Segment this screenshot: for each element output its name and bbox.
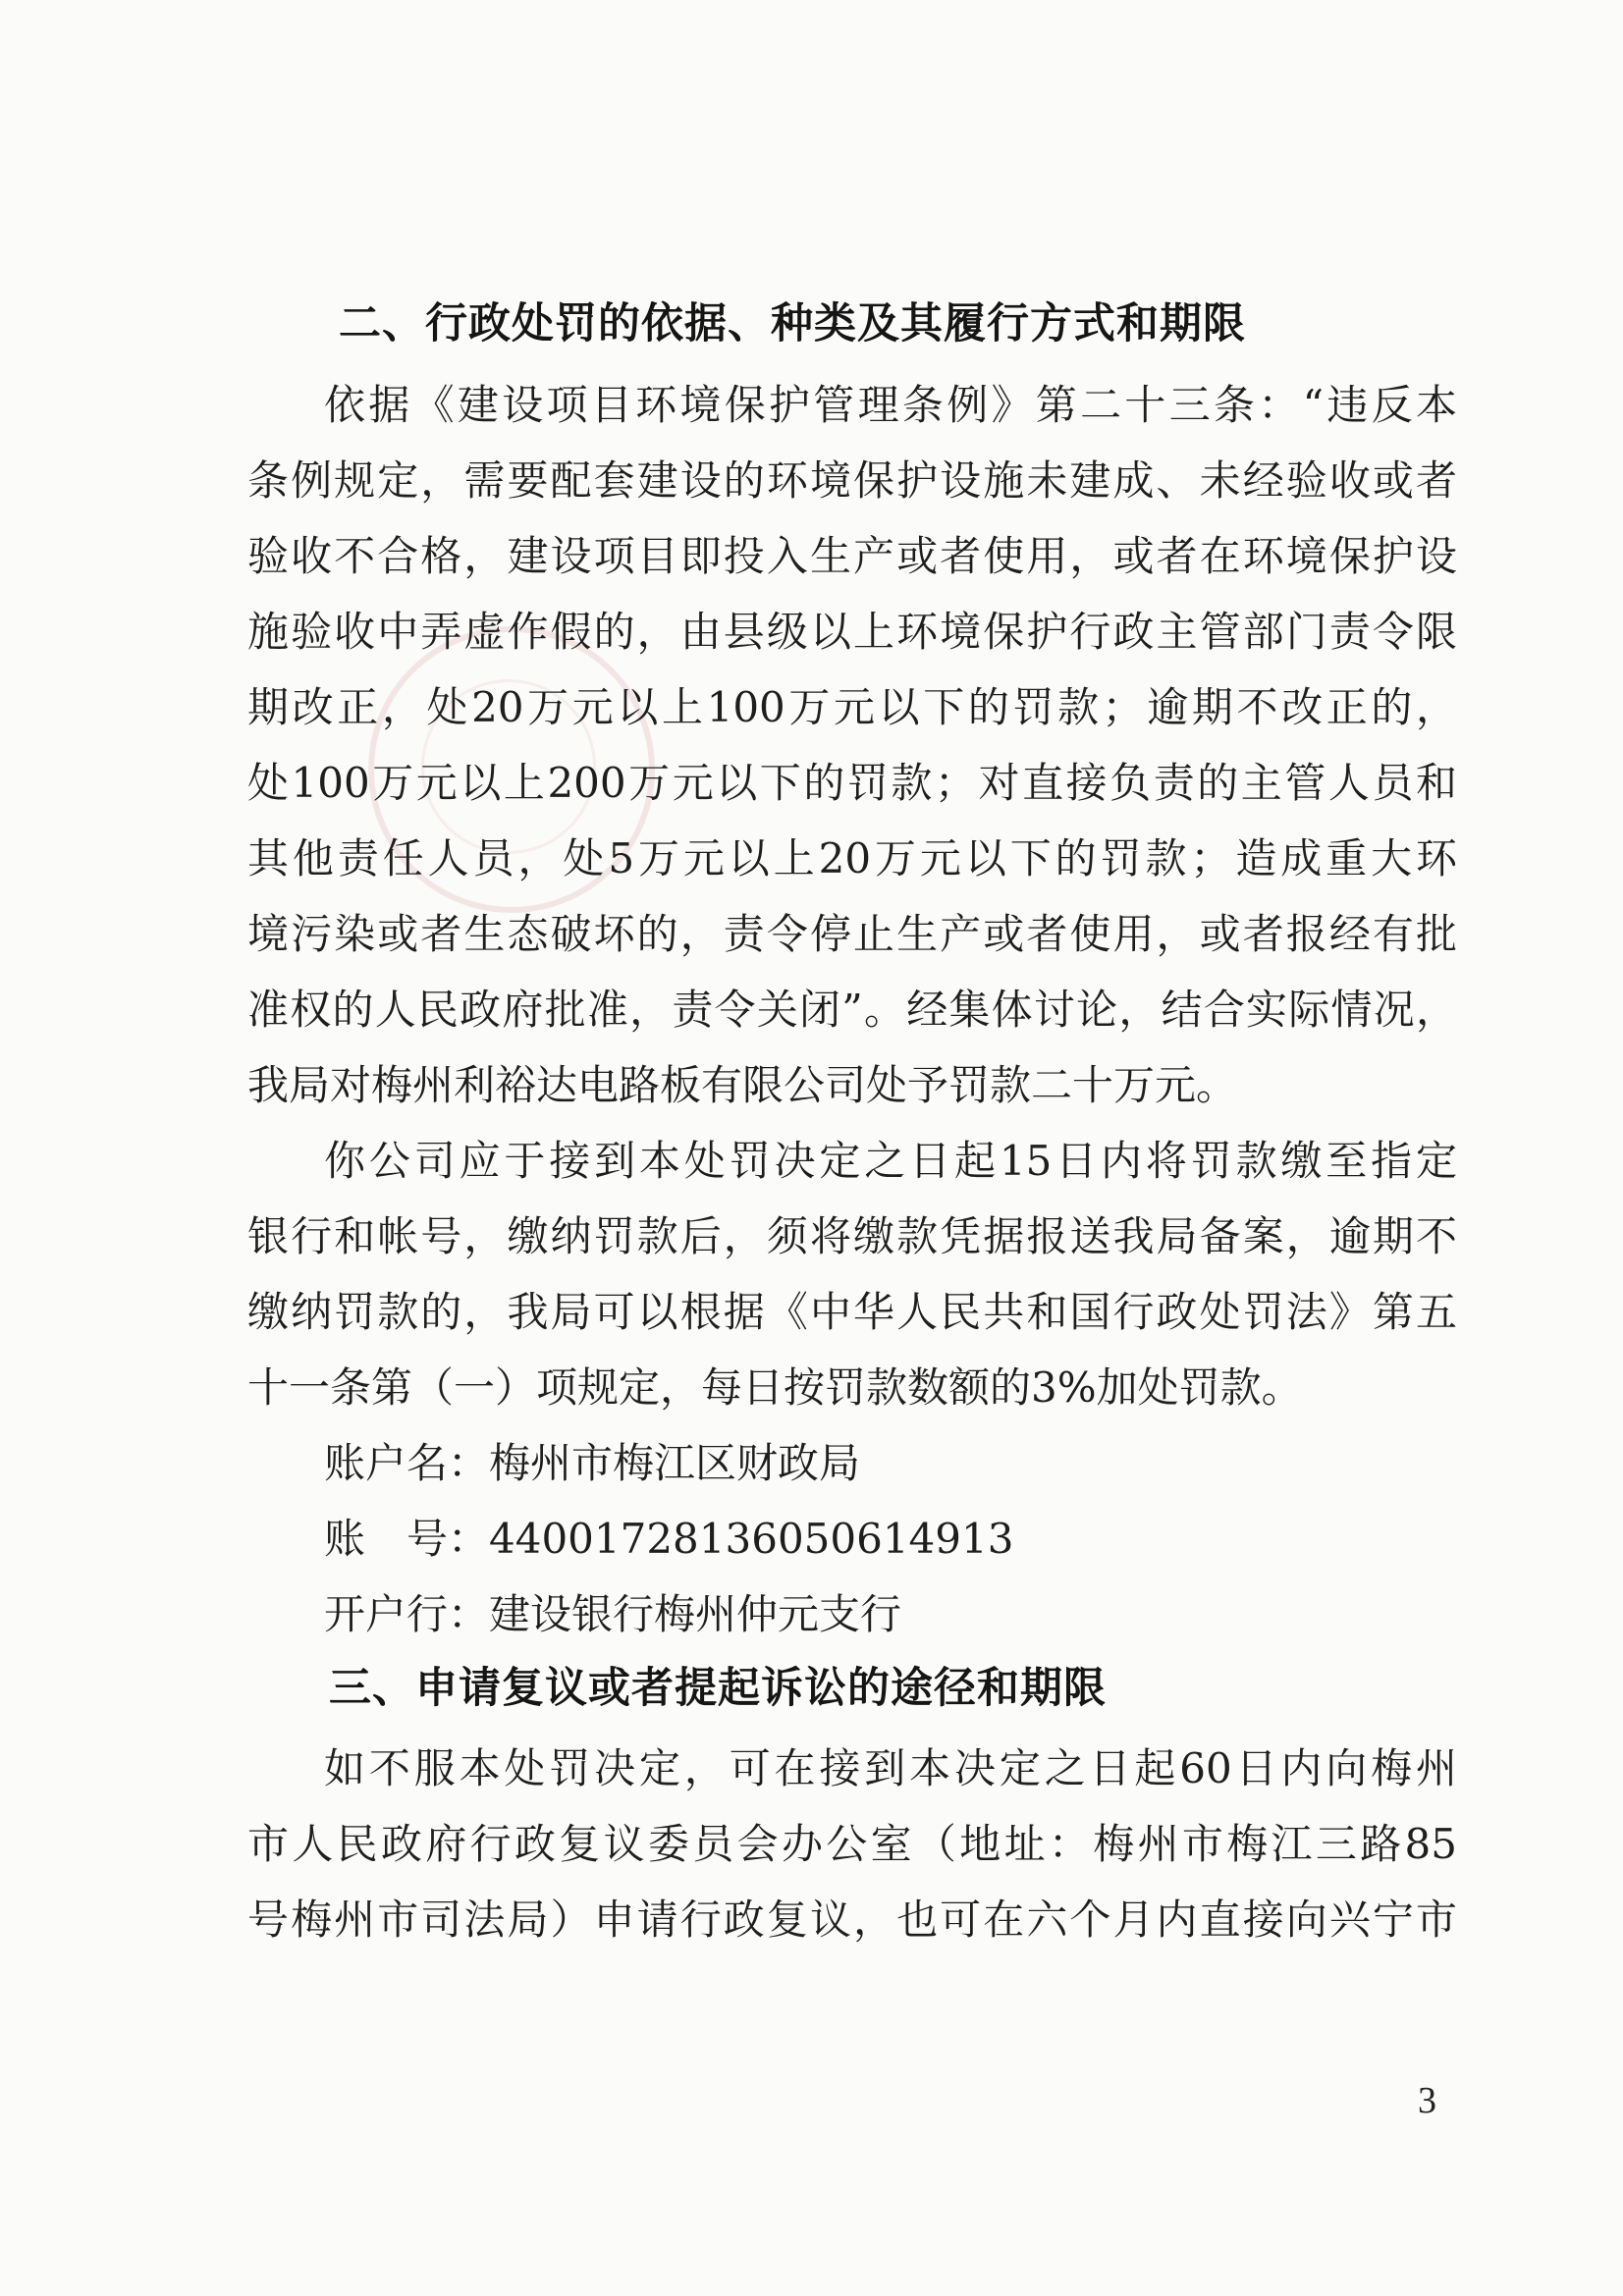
paragraph-1-line: 施验收中弄虚作假的，由县级以上环境保护行政主管部门责令限: [247, 608, 1457, 656]
paragraph-2-line: 你公司应于接到本处罚决定之日起15日内将罚款缴至指定: [324, 1137, 1457, 1185]
paragraph-2-line: 十一条第（一）项规定，每日按罚款数额的3%加处罚款。: [247, 1363, 1303, 1412]
page-number: 3: [1418, 2080, 1436, 2121]
paragraph-1-line: 依据《建设项目环境保护管理条例》第二十三条：“违反本: [324, 381, 1457, 429]
paragraph-1-line: 我局对梅州利裕达电路板有限公司处予罚款二十万元。: [247, 1061, 1238, 1109]
section-2-heading: 二、行政处罚的依据、种类及其履行方式和期限: [339, 299, 1246, 348]
paragraph-1-line: 准权的人民政府批准，责令关闭”。经集体讨论，结合实际情况，: [247, 986, 1457, 1034]
paragraph-1-line: 验收不合格，建设项目即投入生产或者使用，或者在环境保护设: [247, 532, 1457, 580]
paragraph-2-line: 银行和帐号，缴纳罚款后，须将缴款凭据报送我局备案，逾期不: [247, 1212, 1457, 1260]
paragraph-1-line: 期改正，处20万元以上100万元以下的罚款；逾期不改正的，: [247, 683, 1457, 731]
paragraph-1-line: 条例规定，需要配套建设的环境保护设施未建成、未经验收或者: [247, 456, 1457, 505]
account-name: 账户名：梅州市梅江区财政局: [324, 1439, 861, 1487]
paragraph-1-line: 境污染或者生态破坏的，责令停止生产或者使用，或者报经有批: [247, 910, 1457, 958]
paragraph-2-line: 缴纳罚款的，我局可以根据《中华人民共和国行政处罚法》第五: [247, 1288, 1457, 1336]
paragraph-3-line: 市人民政府行政复议委员会办公室（地址：梅州市梅江三路85: [247, 1820, 1457, 1868]
account-number: 账 号：44001728136050614913: [324, 1515, 1014, 1563]
paragraph-3-line: 如不服本处罚决定，可在接到本决定之日起60日内向梅州: [324, 1744, 1457, 1792]
section-3-heading: 三、申请复议或者提起诉讼的途径和期限: [329, 1664, 1107, 1713]
paragraph-1-line: 其他责任人员，处5万元以上20万元以下的罚款；造成重大环: [247, 834, 1457, 882]
account-bank: 开户行：建设银行梅州仲元支行: [324, 1590, 902, 1638]
paragraph-1-line: 处100万元以上200万元以下的罚款；对直接负责的主管人员和: [247, 759, 1457, 807]
paragraph-3-line: 号梅州市司法局）申请行政复议，也可在六个月内直接向兴宁市: [247, 1896, 1457, 1944]
